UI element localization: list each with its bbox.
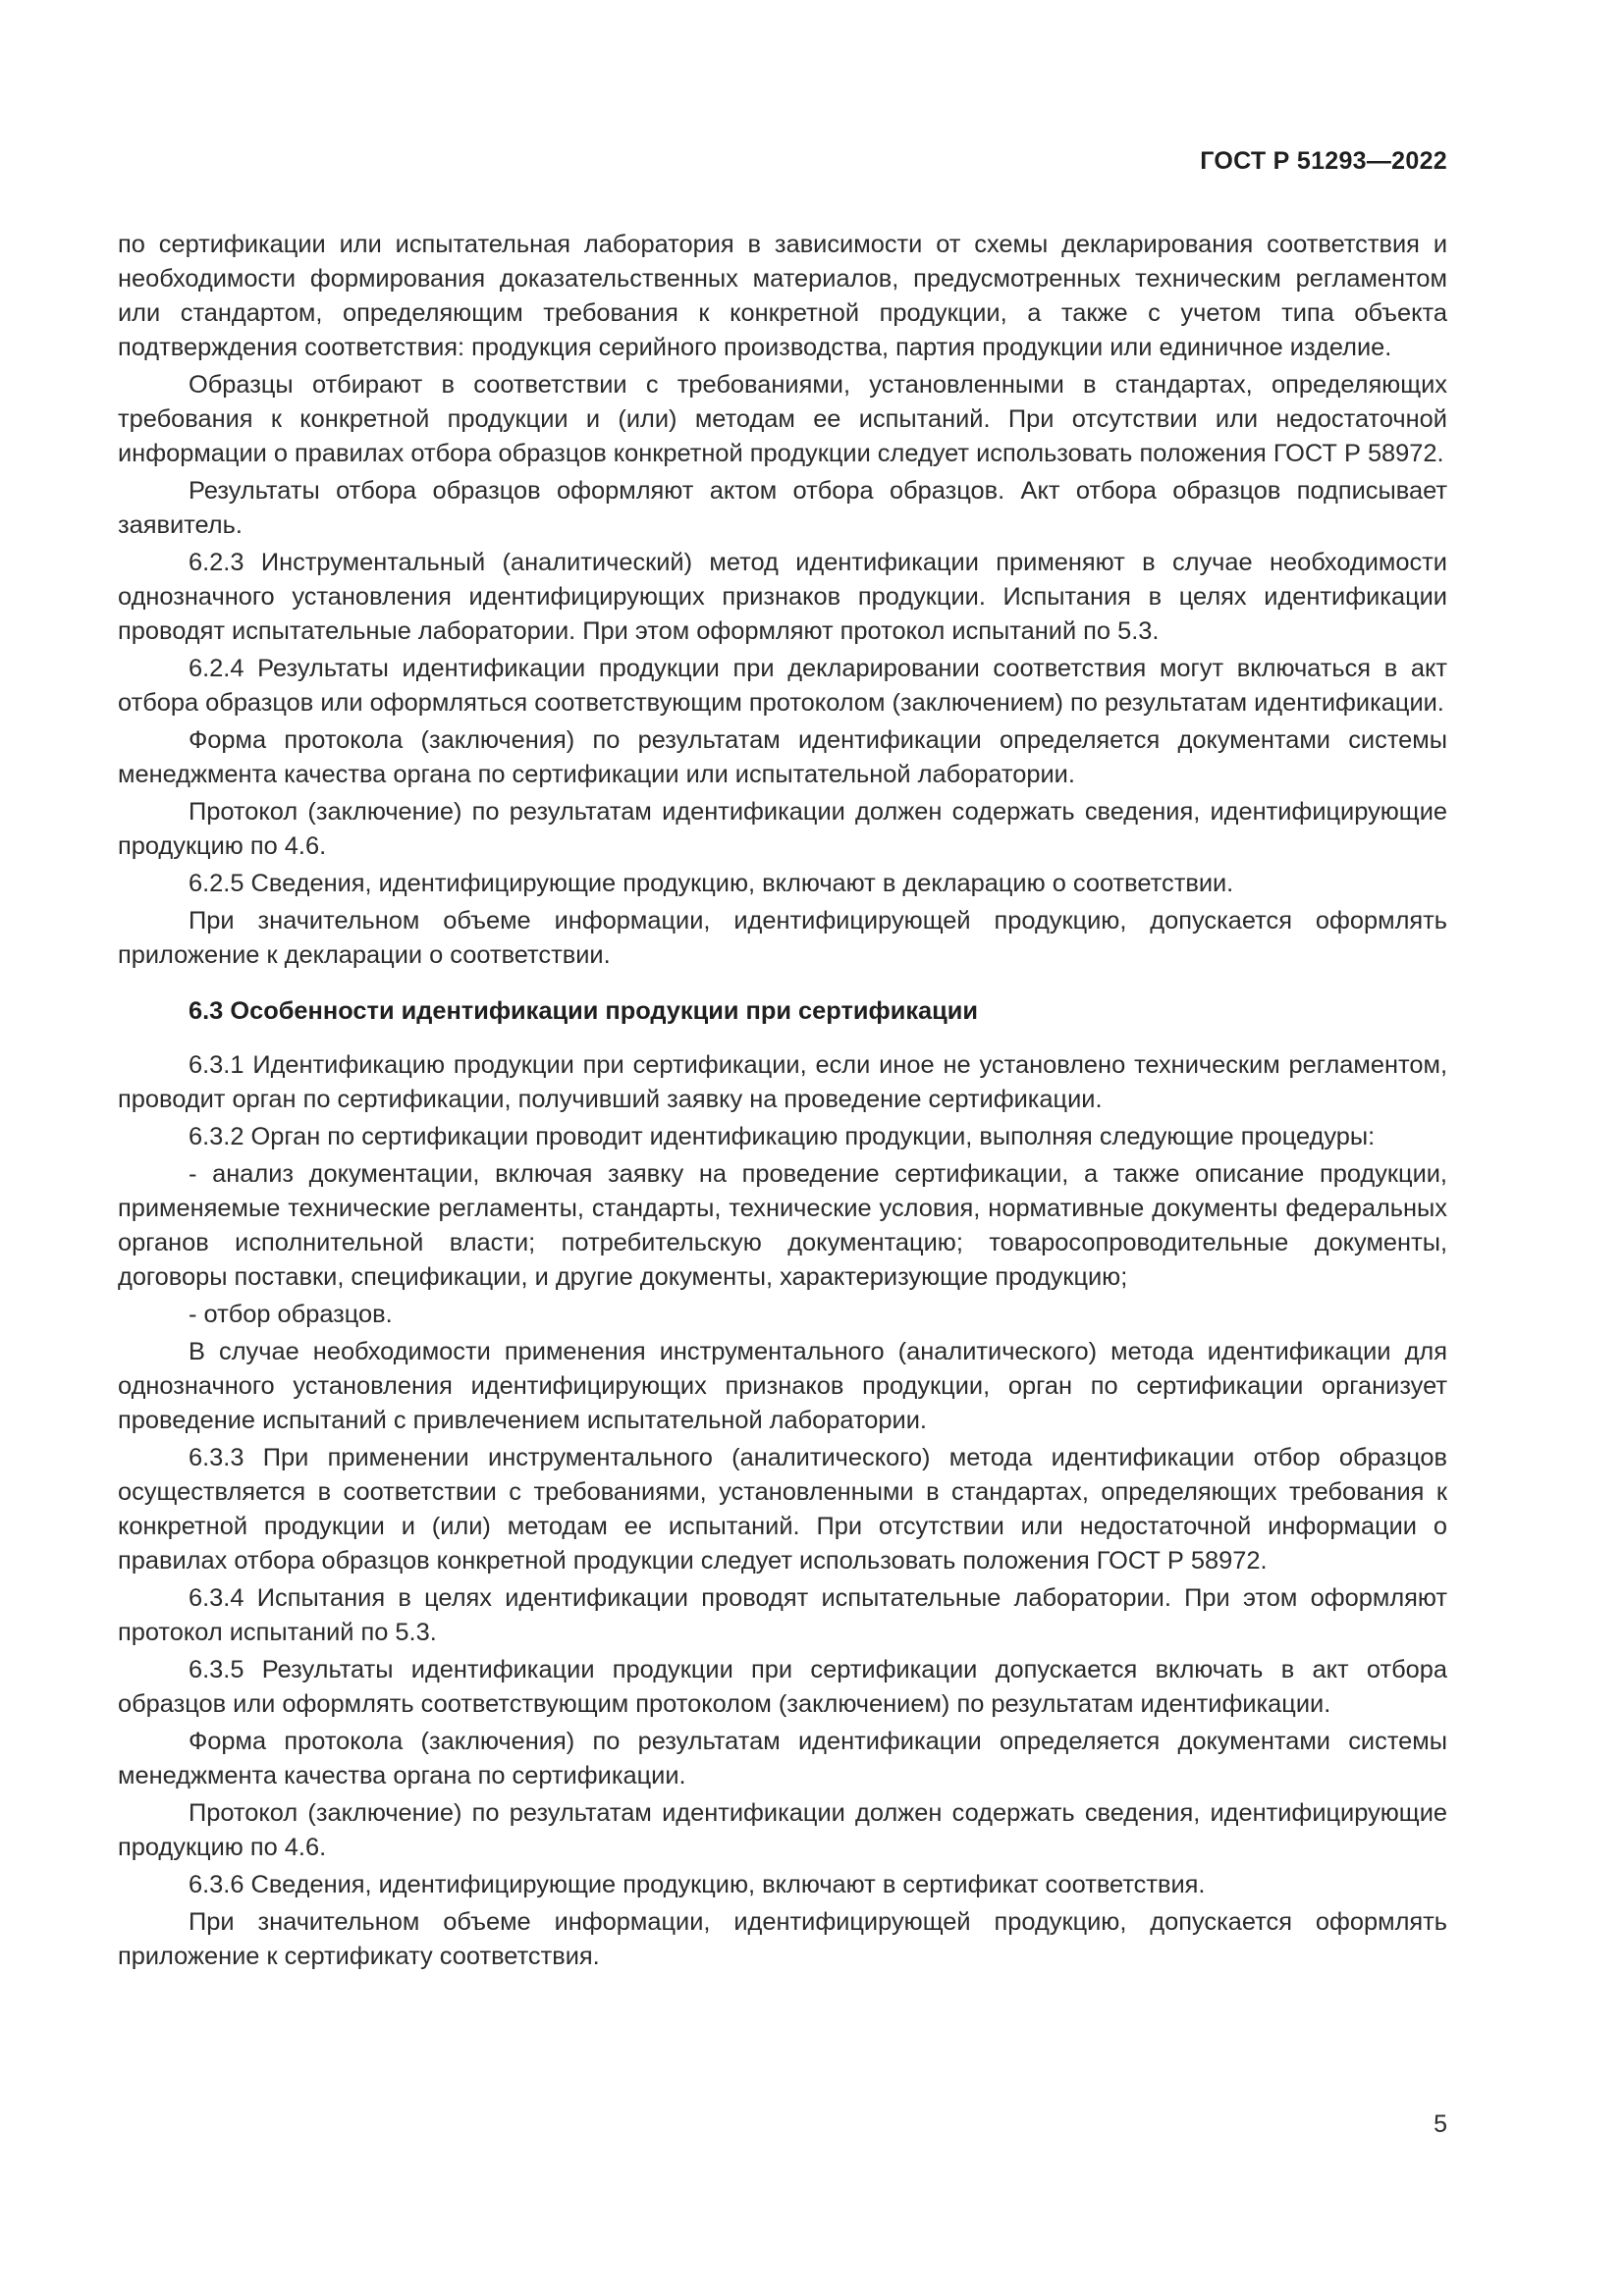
paragraph: При значительном объеме информации, идентифицирующей продукцию, допускается оформлять приложение к декларации о соответствии. xyxy=(118,907,1447,969)
paragraph-clause-6-2-4: 6.2.4 Результаты идентификации продукции при декларировании соответствия могут включаться в акт отбора образцов или оформляться соответствующим протоколом (заключением) по результатам идентификации. xyxy=(118,655,1447,717)
paragraph: Форма протокола (заключения) по результатам идентификации определяется документами системы менеджмента качества органа по сертификации или испытательной лаборатории. xyxy=(118,726,1447,788)
page-number: 5 xyxy=(1434,2110,1447,2138)
paragraph-clause-6-3-5: 6.3.5 Результаты идентификации продукции при сертификации допускается включать в акт отбора образцов или оформлять соответствующим протоколом (заключением) по результатам идентификации. xyxy=(118,1656,1447,1718)
paragraph-clause-6-3-6: 6.3.6 Сведения, идентифицирующие продукцию, включают в сертификат соответствия. xyxy=(189,1871,1206,1898)
paragraph-continuation: по сертификации или испытательная лаборатория в зависимости от схемы декларирования соответствия и необходимости формирования доказательственных материалов, предусмотренных техническим регламентом или стандартом, определяющим требования к конкретной продукции, а также с учетом типа объекта подтверждения соответствия: продукция серийного производства, партия продукции или единичное изделие. xyxy=(118,231,1447,361)
paragraph: Форма протокола (заключения) по результатам идентификации определяется документами системы менеджмента качества органа по сертификации. xyxy=(118,1728,1447,1789)
paragraph: При значительном объеме информации, идентифицирующей продукцию, допускается оформлять приложение к сертификату соответствия. xyxy=(118,1908,1447,1970)
list-item: - анализ документации, включая заявку на проведение сертификации, а также описание продукции, применяемые технические регламенты, стандарты, технические условия, нормативные документы федеральных органов исполнительной власти; потребительскую документацию; товаросопроводительные документы, договоры поставки, спецификации, и другие документы, характеризующие продукцию; xyxy=(118,1160,1447,1291)
list-item: - отбор образцов. xyxy=(189,1301,393,1328)
paragraph: В случае необходимости применения инструментального (аналитического) метода идентификации для однозначного установления идентифицирующих признаков продукции, орган по сертификации организует проведение испытаний с привлечением испытательной лаборатории. xyxy=(118,1338,1447,1434)
page-body xyxy=(118,228,1447,1977)
paragraph: Результаты отбора образцов оформляют актом отбора образцов. Акт отбора образцов подписывает заявитель. xyxy=(118,477,1447,539)
paragraph: Образцы отбирают в соответствии с требованиями, установленными в стандартах, определяющих требования к конкретной продукции и (или) методам ее испытаний. При отсутствии или недостаточной информации о правилах отбора образцов конкретной продукции следует использовать положения ГОСТ Р 58972. xyxy=(118,371,1447,467)
paragraph-clause-6-2-3: 6.2.3 Инструментальный (аналитический) метод идентификации применяют в случае необходимости однозначного установления идентифицирующих признаков продукции. Испытания в целях идентификации проводят испытательные лаборатории. При этом оформляют протокол испытаний по 5.3. xyxy=(118,549,1447,645)
paragraph-clause-6-2-5: 6.2.5 Сведения, идентифицирующие продукцию, включают в декларацию о соответствии. xyxy=(189,870,1234,897)
paragraph: Протокол (заключение) по результатам идентификации должен содержать сведения, идентифицирующие продукцию по 4.6. xyxy=(118,798,1447,860)
document-code-header: ГОСТ Р 51293—2022 xyxy=(1200,147,1447,175)
section-heading-6-3: 6.3 Особенности идентификации продукции при сертификации xyxy=(189,997,978,1025)
paragraph-clause-6-3-3: 6.3.3 При применении инструментального (аналитического) метода идентификации отбор образцов осуществляется в соответствии с требованиями, установленными в стандартах, определяющих требования к конкретной продукции и (или) методам ее испытаний. При отсутствии или недостаточной информации о правилах отбора образцов конкретной продукции следует использовать положения ГОСТ Р 58972. xyxy=(118,1444,1447,1575)
paragraph: Протокол (заключение) по результатам идентификации должен содержать сведения, идентифицирующие продукцию по 4.6. xyxy=(118,1799,1447,1861)
paragraph-clause-6-3-1: 6.3.1 Идентификацию продукции при сертификации, если иное не установлено техническим регламентом, проводит орган по сертификации, получивший заявку на проведение сертификации. xyxy=(118,1051,1447,1113)
paragraph-clause-6-3-2: 6.3.2 Орган по сертификации проводит идентификацию продукции, выполняя следующие процедуры: xyxy=(189,1123,1376,1150)
paragraph-clause-6-3-4: 6.3.4 Испытания в целях идентификации проводят испытательные лаборатории. При этом оформляют протокол испытаний по 5.3. xyxy=(118,1584,1447,1646)
